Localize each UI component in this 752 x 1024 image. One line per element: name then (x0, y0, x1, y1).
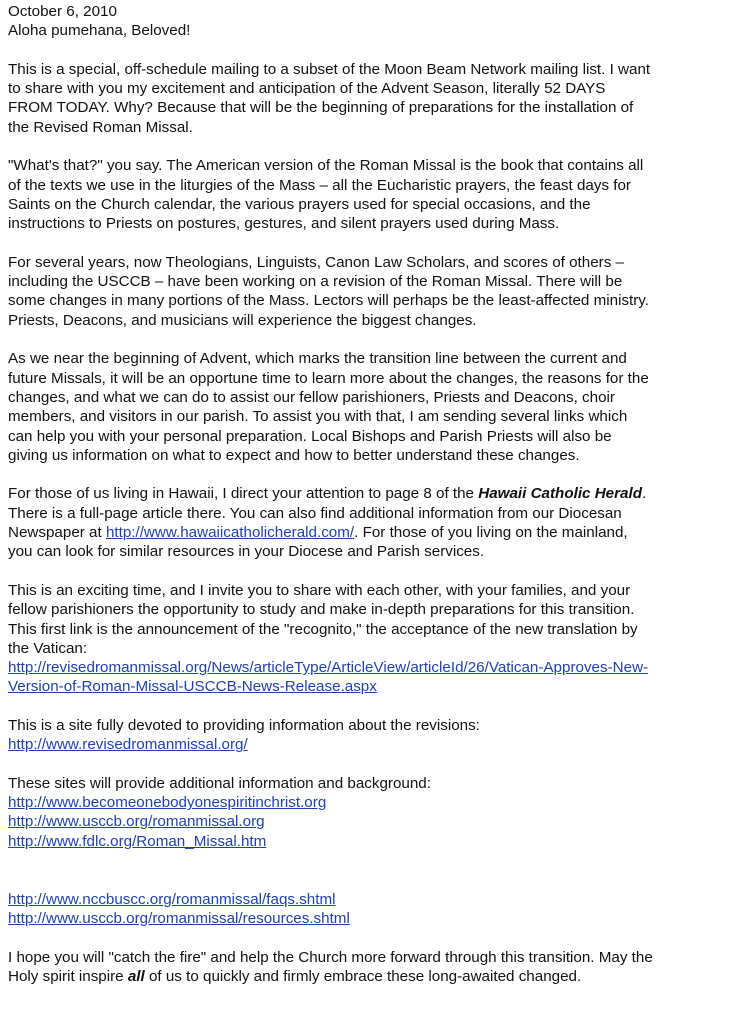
paragraph-line: you can look for similar resources in your Diocese and Parish services. (8, 543, 485, 561)
emphasis-all: all (127, 967, 145, 985)
paragraph-line (8, 658, 744, 677)
paragraph-line: the Revised Roman Missal. (8, 118, 193, 136)
paragraph-line (8, 677, 744, 696)
paragraph-line: Priests, Deacons, and musicians will experience the biggest changes. (8, 311, 477, 329)
paragraph-advent (8, 349, 744, 465)
paragraph-intro (8, 60, 744, 137)
paragraph-line: These sites will provide additional information and background: (8, 774, 431, 792)
paragraph-line (8, 523, 744, 542)
letter-greeting: Aloha pumehana, Beloved! (8, 22, 191, 40)
becomeonebody-link[interactable]: http://www.becomeonebodyonespiritinchrist.org (8, 794, 327, 812)
paragraph-line: some changes in many portions of the Mass. Lectors will perhaps be the least-affected ministry. (8, 292, 649, 310)
text-run: . (641, 485, 647, 503)
paragraph-line (8, 909, 744, 928)
paragraph-line (8, 967, 744, 986)
paragraph-line (8, 832, 744, 851)
paragraph-line: to share with you my excitement and anticipation of the Advent Season, literally 52 DAYS (8, 80, 606, 98)
paragraph-line: I hope you will "catch the fire" and help the Church more forward through this transition. May the (8, 948, 653, 966)
text-run: Newspaper at (8, 524, 106, 542)
paragraph-line (8, 484, 744, 503)
paragraph-line: This is an exciting time, and I invite you to share with each other, with your families, and your (8, 581, 631, 599)
paragraph-line: members, and visitors in our parish. To assist you with that, I am sending several links which (8, 408, 628, 426)
paragraph-exciting (8, 581, 744, 697)
paragraph-line: changes, and what we can do to assist our fellow parishioners, Priests and Deacons, choir (8, 388, 615, 406)
paragraph-line: As we near the beginning of Advent, which marks the transition line between the current and (8, 350, 627, 368)
paragraph-whats-that (8, 156, 744, 233)
paragraph-line: future Missals, it will be an opportune time to learn more about the changes, the reasons for the (8, 369, 649, 387)
paragraph-line (8, 812, 744, 831)
paragraph-line: instructions to Priests on postures, gestures, and silent prayers used during Mass. (8, 215, 560, 233)
paragraph-line: of the texts we use in the liturgies of the Mass – all the Eucharistic prayers, the feast days for (8, 176, 631, 194)
paragraph-sites (8, 774, 744, 851)
paragraph-line: fellow parishioners the opportunity to study and make in-depth preparations for this transition. (8, 601, 635, 619)
paragraph-site (8, 716, 744, 755)
paragraph-revision (8, 253, 744, 330)
vatican-approves-link[interactable]: http://revisedromanmissal.org/News/articleType/ArticleView/articleId/26/Vatican-Approves-New- (8, 659, 649, 677)
revised-missal-link[interactable]: http://www.revisedromanmissal.org/ (8, 736, 248, 754)
vatican-approves-link-cont[interactable]: Version-of-Roman-Missal-USCCB-News-Release.aspx (8, 678, 377, 696)
paragraph-line: FROM TODAY. Why? Because that will be the beginning of preparations for the installation of (8, 99, 634, 117)
paragraph-line: There is a full-page article there. You can also find additional information from our Diocesan (8, 504, 622, 522)
text-run: Holy spirit inspire (8, 967, 128, 985)
paragraph-line: including the USCCB – have been working on a revision of the Roman Missal. There will be (8, 273, 623, 291)
newspaper-title: Hawaii Catholic Herald (478, 485, 642, 503)
usccb-romanmissal-link[interactable]: http://www.usccb.org/romanmissal.org (8, 813, 265, 831)
text-run: For those of us living in Hawaii, I direct your attention to page 8 of the (8, 485, 479, 503)
paragraph-line (8, 890, 744, 909)
paragraph-line (8, 793, 744, 812)
paragraph-line (8, 735, 744, 754)
paragraph-more-links (8, 890, 744, 929)
nccbuscc-faqs-link[interactable]: http://www.nccbuscc.org/romanmissal/faqs.shtml (8, 890, 336, 908)
paragraph-line: This first link is the announcement of the "recognito," the acceptance of the new translation by (8, 620, 638, 638)
fdlc-link[interactable]: http://www.fdlc.org/Roman_Missal.htm (8, 832, 267, 850)
letter-date: October 6, 2010 (8, 3, 117, 20)
paragraph-line: This is a site fully devoted to providing information about the revisions: (8, 716, 480, 734)
text-run: of us to quickly and firmly embrace these long-awaited changed. (144, 967, 582, 985)
paragraph-line: This is a special, off-schedule mailing to a subset of the Moon Beam Network mailing list. I want (8, 60, 651, 78)
paragraph-closing (8, 948, 744, 987)
paragraph-line: the Vatican: (8, 639, 88, 657)
paragraph-line: "What's that?" you say. The American version of the Roman Missal is the book that contains all (8, 157, 644, 175)
paragraph-line: Saints on the Church calendar, the various prayers used for special occasions, and the (8, 195, 591, 213)
text-run: . For those of you living on the mainland, (354, 524, 628, 542)
paragraph-hawaii (8, 484, 744, 561)
herald-link[interactable]: http://www.hawaiicatholicherald.com/ (105, 524, 355, 542)
usccb-resources-link[interactable]: http://www.usccb.org/romanmissal/resources.shtml (8, 909, 350, 927)
paragraph-line: can help you with your personal preparation. Local Bishops and Parish Priests will also be (8, 427, 612, 445)
paragraph-line: For several years, now Theologians, Linguists, Canon Law Scholars, and scores of others – (8, 253, 624, 271)
paragraph-line: giving us information on what to expect and how to better understand these changes. (8, 446, 580, 464)
